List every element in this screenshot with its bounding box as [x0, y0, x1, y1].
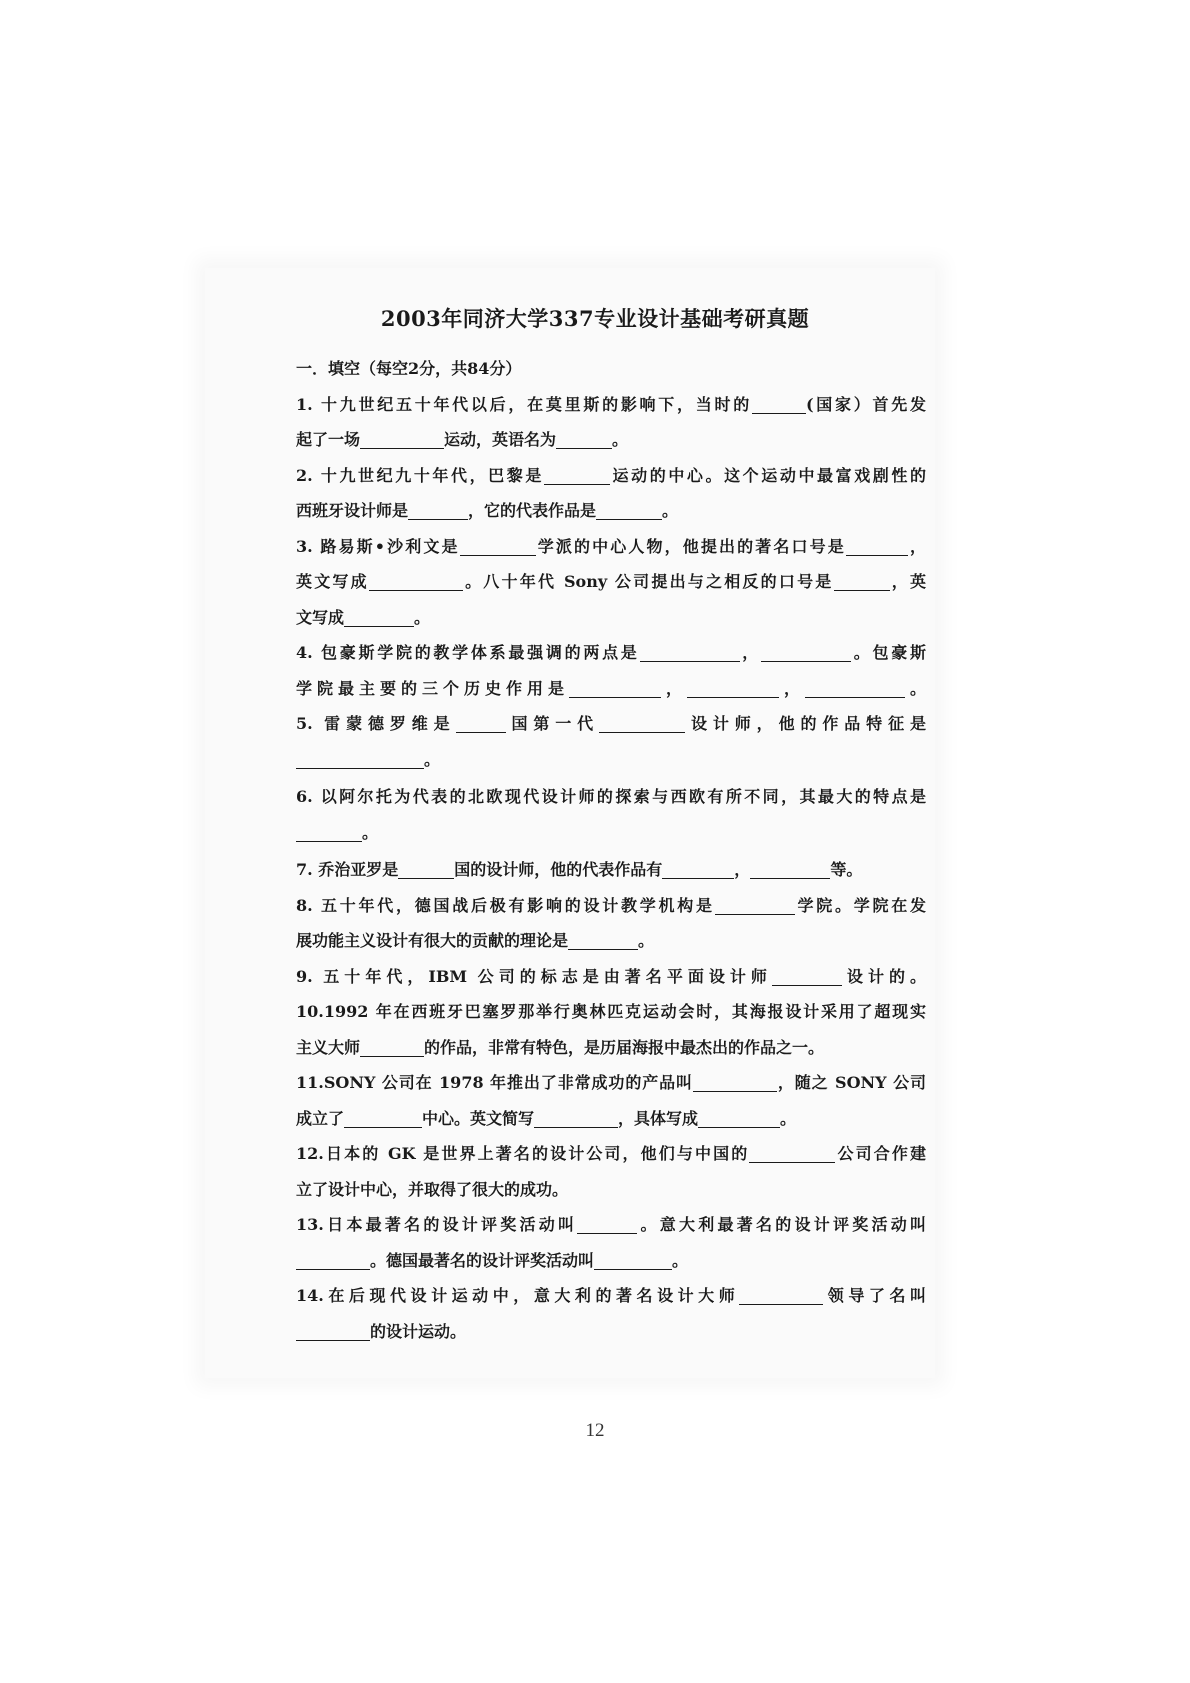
question-line [296, 493, 926, 529]
question-text: 主义大师 [296, 1037, 361, 1057]
question-line [296, 1172, 926, 1208]
answer-blank[interactable] [805, 680, 905, 698]
question-text: 5. 雷蒙德罗维是 [296, 714, 456, 733]
answer-blank[interactable] [687, 680, 779, 698]
answer-blank[interactable] [344, 609, 414, 627]
question-text: 的设计运动。 [370, 1321, 467, 1341]
question-text: 。 [662, 501, 679, 520]
answer-blank[interactable] [398, 862, 454, 880]
exam-content [296, 351, 926, 1349]
question-text: 国的设计师，他的代表作品有 [454, 860, 663, 879]
answer-blank[interactable] [599, 716, 685, 734]
question-6 [296, 779, 926, 852]
answer-blank[interactable] [556, 432, 612, 450]
question-text: 运动，英语名为 [444, 430, 557, 449]
question-text: 3. 路易斯•沙利文是 [296, 536, 460, 556]
answer-blank[interactable] [460, 538, 536, 556]
question-text: 1. 十九世纪五十年代以后，在莫里斯的影响下，当时的 [296, 394, 752, 414]
answer-blank[interactable] [834, 574, 890, 592]
answer-blank[interactable] [296, 1252, 370, 1270]
question-text: 学院。学院在发 [794, 895, 926, 915]
question-line [296, 1136, 926, 1172]
question-text: 学院最主要的三个历史作用是 [296, 678, 569, 698]
answer-blank[interactable] [749, 1146, 835, 1164]
question-line [296, 671, 926, 707]
question-line [296, 994, 926, 1030]
question-text: 8. 五十年代，德国战后极有影响的设计教学机构是 [296, 895, 715, 915]
answer-blank[interactable] [296, 751, 424, 769]
question-text: 。 [780, 1108, 797, 1128]
answer-blank[interactable] [693, 1075, 777, 1093]
document-title: 2003年同济大学337专业设计基础考研真题 [380, 306, 810, 331]
question-text: 展功能主义设计有很大的贡献的理论是 [296, 931, 569, 950]
question-text: 国第一代 [505, 714, 600, 733]
question-text: 设计师，他的作品特征是 [685, 714, 926, 733]
answer-blank[interactable] [698, 1110, 780, 1128]
answer-blank[interactable] [846, 538, 908, 556]
answer-blank[interactable] [296, 824, 362, 842]
answer-blank[interactable] [640, 645, 740, 663]
question-text: 13.日本最著名的设计评奖活动叫 [296, 1215, 578, 1234]
answer-blank[interactable] [569, 680, 661, 698]
answer-blank[interactable] [772, 968, 842, 986]
question-11 [296, 1065, 926, 1136]
question-text: ，英 [889, 572, 926, 591]
question-line [296, 1207, 926, 1243]
answer-blank[interactable] [761, 645, 851, 663]
question-text: 14.在后现代设计运动中，意大利的著名设计大师 [296, 1286, 740, 1305]
answer-blank[interactable] [408, 503, 468, 521]
question-line [296, 852, 926, 888]
question-text: 。 [672, 1250, 689, 1270]
question-text: 。 [612, 430, 629, 449]
answer-blank[interactable] [752, 396, 806, 414]
answer-blank[interactable] [544, 467, 610, 485]
question-10 [296, 994, 926, 1065]
question-text: 立了设计中心，并取得了很大的成功。 [296, 1179, 569, 1199]
question-text: 的作品，非常有特色，是历届海报中最杰出的作品之一。 [424, 1037, 825, 1057]
question-text: ，具体写成 [618, 1108, 699, 1128]
answer-blank[interactable] [594, 1252, 672, 1270]
question-9 [296, 959, 926, 995]
question-text: 11.SONY 公司在 1978 年推出了非常成功的产品叫 [296, 1073, 693, 1092]
question-text: 10.1992 年在西班牙巴塞罗那举行奥林匹克运动会时，其海报设计采用了超现实 [296, 1002, 926, 1021]
question-text: 西班牙设计师是 [296, 501, 409, 520]
question-line [296, 888, 926, 924]
question-text: ，它的代表作品是 [468, 501, 597, 520]
answer-blank[interactable] [344, 1110, 422, 1128]
question-line [296, 635, 926, 671]
question-text: ， [734, 860, 751, 879]
question-line [296, 959, 926, 995]
question-line [296, 1243, 926, 1279]
question-text: 。 [904, 678, 926, 698]
question-text: 公司合作建 [835, 1144, 926, 1163]
question-line [296, 779, 926, 815]
question-text: 。 [414, 607, 431, 627]
section-heading: 一．填空（每空2分，共84分） [296, 359, 522, 378]
question-text: ， [660, 678, 687, 698]
question-text: 。意大利最著名的设计评奖活动叫 [637, 1215, 926, 1234]
question-text: 学派的中心人物，他提出的著名口号是 [535, 536, 846, 556]
question-text: (国家）首先发 [806, 394, 926, 414]
question-7 [296, 852, 926, 888]
question-5 [296, 706, 926, 779]
question-text: 运动的中心。这个运动中最富戏剧性的 [609, 465, 926, 485]
question-line [296, 815, 926, 853]
question-text: 文写成 [296, 607, 345, 627]
answer-blank[interactable] [456, 716, 506, 734]
answer-blank[interactable] [568, 933, 638, 951]
question-text: 成立了 [296, 1108, 345, 1128]
question-line [296, 422, 926, 458]
question-line [296, 1030, 926, 1066]
question-line [296, 706, 926, 742]
answer-blank[interactable] [596, 503, 662, 521]
question-text: 。德国最著名的设计评奖活动叫 [370, 1250, 595, 1270]
question-text: 2. 十九世纪九十年代，巴黎是 [296, 465, 544, 485]
question-text: 6. 以阿尔托为代表的北欧现代设计师的探索与西欧有所不同，其最大的特点是 [296, 787, 926, 806]
question-line [296, 564, 926, 600]
answer-blank[interactable] [296, 1323, 370, 1341]
question-text: 等。 [830, 860, 863, 879]
question-1 [296, 387, 926, 458]
question-text: 起了一场 [296, 430, 361, 449]
question-text: 中心。英文简写 [422, 1108, 535, 1128]
question-text: 。八十年代 Sony 公司提出与之相反的口号是 [462, 572, 834, 591]
question-2 [296, 458, 926, 529]
question-text: ，随之 SONY 公司 [776, 1073, 926, 1092]
question-list [296, 387, 926, 1350]
question-13 [296, 1207, 926, 1278]
question-4 [296, 635, 926, 706]
question-line [296, 458, 926, 494]
question-text: 设计的。 [841, 966, 926, 986]
question-text: 4. 包豪斯学院的教学体系最强调的两点是 [296, 643, 640, 662]
question-line [296, 387, 926, 423]
question-text: 。 [638, 931, 655, 950]
answer-blank[interactable] [360, 1039, 424, 1057]
question-text: 。 [362, 822, 379, 842]
question-3 [296, 529, 926, 636]
answer-blank[interactable] [534, 1110, 618, 1128]
question-text: 12.日本的 GK 是世界上著名的设计公司，他们与中国的 [296, 1144, 750, 1163]
question-text: ， [907, 536, 926, 556]
question-12 [296, 1136, 926, 1207]
question-14 [296, 1278, 926, 1349]
question-line [296, 600, 926, 636]
question-line [296, 923, 926, 959]
question-line [296, 529, 926, 565]
question-text: 7. 乔治亚罗是 [296, 860, 399, 879]
question-line [296, 1278, 926, 1314]
question-line [296, 1065, 926, 1101]
question-text: 领导了名叫 [823, 1286, 926, 1305]
question-line [296, 1314, 926, 1350]
answer-blank[interactable] [577, 1217, 637, 1235]
page-number: 12 [585, 1420, 605, 1441]
question-8 [296, 888, 926, 959]
answer-blank[interactable] [715, 897, 795, 915]
question-line [296, 742, 926, 780]
question-line [296, 1101, 926, 1137]
answer-blank[interactable] [750, 862, 830, 880]
question-text: ， [778, 678, 805, 698]
question-text: 9. 五十年代，IBM 公司的标志是由著名平面设计师 [296, 966, 772, 986]
answer-blank[interactable] [739, 1288, 823, 1306]
question-text: 。 [424, 749, 441, 769]
question-text: ， [739, 643, 762, 662]
answer-blank[interactable] [369, 574, 463, 592]
question-text: 英文写成 [296, 572, 369, 591]
answer-blank[interactable] [662, 862, 734, 880]
answer-blank[interactable] [360, 432, 444, 450]
question-text: 。包豪斯 [851, 643, 926, 662]
